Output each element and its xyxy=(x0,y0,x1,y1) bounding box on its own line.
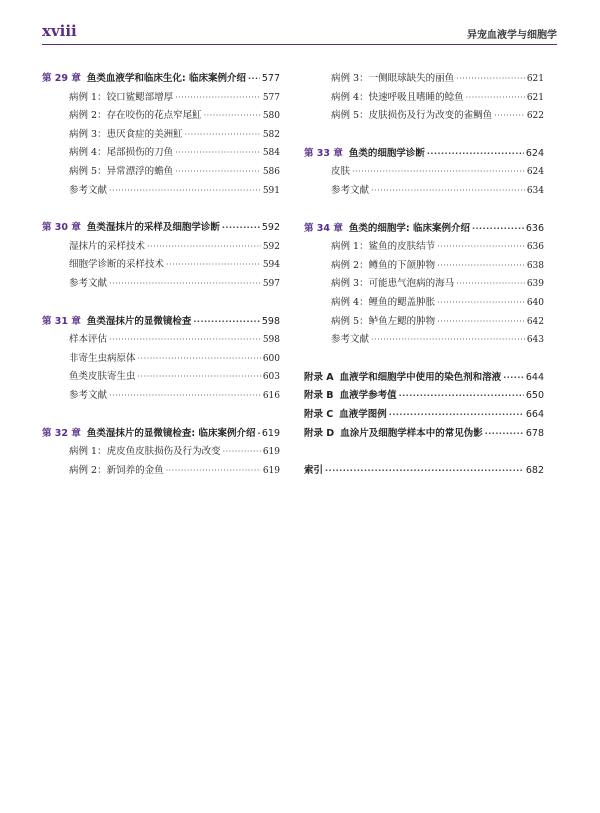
dot-leader xyxy=(109,275,261,294)
toc-page-number: 592 xyxy=(262,241,280,252)
toc-chapter-entry[interactable] xyxy=(304,425,544,444)
toc-page-number: 678 xyxy=(525,427,544,439)
chapter-number: 第 32 章 xyxy=(42,427,81,439)
toc-entry-title: 病例 5：异常漂浮的蟾鱼 xyxy=(69,165,174,177)
dot-leader xyxy=(472,220,524,239)
toc-chapter-entry[interactable] xyxy=(304,387,544,406)
toc-page-number: 624 xyxy=(525,147,544,159)
dot-leader xyxy=(257,425,259,444)
toc-page-number: 603 xyxy=(262,372,280,383)
toc-entry-title: 病例 5：鲈鱼左鳃的肿物 xyxy=(331,315,436,327)
toc-entry-title: 病例 1：铰口鲨鳃部增厚 xyxy=(69,91,174,103)
toc-item-entry[interactable] xyxy=(304,294,544,313)
toc-entry-title: 索引 xyxy=(304,465,324,477)
dot-leader xyxy=(223,443,261,462)
toc-page-number: 644 xyxy=(525,371,544,383)
section-gap xyxy=(304,350,544,369)
toc-page-number: 636 xyxy=(525,222,544,234)
toc-item-entry[interactable] xyxy=(304,257,544,276)
page-number: xviii xyxy=(42,22,77,40)
toc-item-entry[interactable] xyxy=(42,107,280,126)
toc-item-entry[interactable] xyxy=(304,313,544,332)
toc-entry-title: 鱼类的细胞学诊断 xyxy=(348,147,425,159)
dot-leader xyxy=(437,238,525,257)
toc-page-number: 682 xyxy=(525,465,544,477)
dot-leader xyxy=(325,462,524,481)
toc-entry-title: 鱼类湿抹片的显微镜检查: 临床案例介绍 xyxy=(86,427,256,439)
chapter-number: 附录 D xyxy=(304,427,335,439)
chapter-number: 附录 C xyxy=(304,408,334,420)
toc-entry-title: 参考文献 xyxy=(331,334,370,346)
toc-page-number: 639 xyxy=(526,279,544,290)
toc-chapter-entry[interactable] xyxy=(304,220,544,239)
toc-page-number: 664 xyxy=(525,408,544,420)
dot-leader xyxy=(175,163,261,182)
toc-item-entry[interactable] xyxy=(42,163,280,182)
toc-entry-title: 细胞学诊断的采样技术 xyxy=(69,259,165,271)
dot-leader xyxy=(138,368,261,387)
toc-entry-title: 病例 3：可能患气泡病的海马 xyxy=(331,278,455,290)
toc-page-number: 621 xyxy=(526,74,544,84)
chapter-number: 第 34 章 xyxy=(304,222,343,234)
dot-leader xyxy=(138,350,261,369)
toc-item-entry[interactable] xyxy=(42,350,280,369)
toc-entry-title: 参考文献 xyxy=(69,184,108,196)
toc-page-number: 640 xyxy=(526,297,544,308)
toc-page-number: 577 xyxy=(261,73,280,84)
toc-item-entry[interactable] xyxy=(304,331,544,350)
toc-page-number: 624 xyxy=(526,167,544,178)
toc-entry-title: 病例 1：鲨鱼的皮肤结节 xyxy=(331,241,436,253)
toc-entry-title: 病例 4：鲤鱼的鳃盖肿胀 xyxy=(331,296,436,308)
toc-entry-title: 血液学和细胞学中使用的染色剂和溶液 xyxy=(339,371,502,383)
toc-item-entry[interactable] xyxy=(304,238,544,257)
chapter-number: 第 33 章 xyxy=(304,147,343,159)
toc-page-number: 586 xyxy=(262,166,280,177)
toc-entry-title: 参考文献 xyxy=(331,184,370,196)
section-gap xyxy=(42,200,280,219)
toc-entry-title: 参考文献 xyxy=(69,277,108,289)
toc-entry-title: 病例 4：快速呼吸且嗜睡的鲶鱼 xyxy=(331,91,464,103)
toc-left-column xyxy=(42,70,280,480)
dot-leader xyxy=(485,425,524,444)
toc-entry-title: 病例 5：皮肤损伤及行为改变的雀鲷鱼 xyxy=(331,110,493,122)
toc-item-entry[interactable] xyxy=(42,89,280,108)
chapter-number: 第 30 章 xyxy=(42,222,81,234)
toc-item-entry[interactable] xyxy=(42,275,280,294)
chapter-number: 附录 B xyxy=(304,390,334,402)
dot-leader xyxy=(389,406,524,425)
dot-leader xyxy=(456,70,525,89)
toc-item-entry[interactable] xyxy=(304,275,544,294)
toc-chapter-entry[interactable] xyxy=(42,219,280,238)
section-gap xyxy=(304,443,544,462)
header-rule xyxy=(42,44,557,45)
dot-leader xyxy=(175,144,261,163)
toc-item-entry[interactable] xyxy=(42,144,280,163)
toc-page-number: 600 xyxy=(262,353,280,364)
toc-page-number: 594 xyxy=(262,260,280,271)
toc-entry-title: 参考文献 xyxy=(69,389,108,401)
toc-page-number: 636 xyxy=(526,242,544,253)
dot-leader xyxy=(503,369,524,388)
toc-chapter-entry[interactable] xyxy=(42,70,280,89)
dot-leader xyxy=(437,313,525,332)
dot-leader xyxy=(371,182,525,201)
toc-page-number: 619 xyxy=(261,427,280,439)
toc-entry-title: 病例 1：虎皮鱼皮肤损伤及行为改变 xyxy=(69,446,221,458)
dot-leader xyxy=(352,163,525,182)
toc-item-entry[interactable] xyxy=(304,107,544,126)
dot-leader xyxy=(371,331,525,350)
toc-item-entry[interactable] xyxy=(304,182,544,201)
dot-leader xyxy=(147,238,261,257)
toc-page-number: 642 xyxy=(526,316,544,327)
toc-item-entry[interactable] xyxy=(304,70,544,89)
toc-chapter-entry[interactable] xyxy=(304,462,544,481)
section-gap xyxy=(304,126,544,145)
toc-entry-title: 病例 2：鳟鱼的下颌肿物 xyxy=(331,259,436,271)
dot-leader xyxy=(175,89,261,108)
toc-entry-title: 鱼类血液学和临床生化: 临床案例介绍 xyxy=(86,73,246,84)
dot-leader xyxy=(109,331,261,350)
chapter-number: 第 29 章 xyxy=(42,73,81,84)
dot-leader xyxy=(204,107,261,126)
toc-chapter-entry[interactable] xyxy=(304,145,544,164)
section-gap xyxy=(42,294,280,313)
toc-entry-title: 病例 4：尾部损伤的刀鱼 xyxy=(69,147,174,159)
toc-page-number: 597 xyxy=(262,278,280,289)
toc-page-number: 634 xyxy=(526,185,544,196)
dot-leader xyxy=(466,89,525,108)
dot-leader xyxy=(437,257,525,276)
toc-page-number: 582 xyxy=(262,129,280,140)
toc-item-entry[interactable] xyxy=(42,443,280,462)
dot-leader xyxy=(456,275,525,294)
chapter-number: 第 31 章 xyxy=(42,315,81,327)
dot-leader xyxy=(399,387,524,406)
toc-entry-title: 病例 3：一侧眼球缺失的丽鱼 xyxy=(331,73,455,84)
toc-page-number: 643 xyxy=(526,335,544,346)
toc-item-entry[interactable] xyxy=(304,89,544,108)
page-header xyxy=(42,22,557,42)
dot-leader xyxy=(494,107,525,126)
toc-page-number: 621 xyxy=(526,92,544,103)
toc-page-number: 591 xyxy=(262,185,280,196)
dot-leader xyxy=(185,126,261,145)
toc-entry-title: 非寄生虫病原体 xyxy=(69,352,136,364)
toc-entry-title: 鱼类湿抹片的显微镜检查 xyxy=(86,315,192,327)
toc-item-entry[interactable] xyxy=(42,368,280,387)
toc-page-number: 580 xyxy=(262,111,280,122)
dot-leader xyxy=(109,387,261,406)
toc-page-number: 592 xyxy=(261,222,280,234)
toc-chapter-entry[interactable] xyxy=(42,313,280,332)
toc-entry-title: 病例 3：患厌食症的美洲魟 xyxy=(69,128,183,140)
toc-entry-title: 病例 2：存在咬伤的花点窄尾魟 xyxy=(69,110,202,122)
dot-leader xyxy=(193,313,260,332)
running-title: 异宠血液学与细胞学 xyxy=(467,30,557,41)
toc-entry-title: 湿抹片的采样技术 xyxy=(69,240,146,252)
toc-chapter-entry[interactable] xyxy=(304,369,544,388)
section-gap xyxy=(42,406,280,425)
toc-item-entry[interactable] xyxy=(42,182,280,201)
toc-page-number: 598 xyxy=(262,335,280,346)
dot-leader xyxy=(109,182,261,201)
toc-entry-title: 鱼类湿抹片的采样及细胞学诊断 xyxy=(86,222,220,234)
section-gap xyxy=(304,201,544,220)
dot-leader xyxy=(166,462,261,481)
toc-page-number: 650 xyxy=(525,390,544,402)
dot-leader xyxy=(437,294,525,313)
toc-item-entry[interactable] xyxy=(42,126,280,145)
toc-entry-title: 皮肤 xyxy=(331,166,351,178)
toc-page-number: 598 xyxy=(261,315,280,327)
toc-page-number: 619 xyxy=(262,447,280,458)
toc-item-entry[interactable] xyxy=(42,256,280,275)
toc-item-entry[interactable] xyxy=(42,387,280,406)
toc-item-entry[interactable] xyxy=(304,163,544,182)
toc-page-number: 616 xyxy=(262,390,280,401)
toc-page-number: 619 xyxy=(262,465,280,476)
toc-item-entry[interactable] xyxy=(42,462,280,481)
toc-entry-title: 样本评估 xyxy=(69,334,108,346)
toc-entry-title: 血液学参考值 xyxy=(339,390,397,402)
dot-leader xyxy=(222,219,260,238)
toc-entry-title: 鱼类的细胞学: 临床案例介绍 xyxy=(348,222,470,234)
toc-page-number: 638 xyxy=(526,260,544,271)
chapter-number: 附录 A xyxy=(304,371,334,383)
toc-page-number: 622 xyxy=(526,111,544,122)
toc-entry-title: 血液学图例 xyxy=(339,408,387,420)
dot-leader xyxy=(248,70,260,89)
toc-page-number: 584 xyxy=(262,148,280,159)
toc-item-entry[interactable] xyxy=(42,238,280,257)
toc-entry-title: 病例 2：新饲养的金鱼 xyxy=(69,464,164,476)
toc-right-column xyxy=(304,70,544,481)
toc-chapter-entry[interactable] xyxy=(42,425,280,444)
toc-item-entry[interactable] xyxy=(42,331,280,350)
toc-chapter-entry[interactable] xyxy=(304,406,544,425)
toc-entry-title: 血涂片及细胞学样本中的常见伪影 xyxy=(340,427,483,439)
dot-leader xyxy=(427,145,524,164)
toc-page-number: 577 xyxy=(262,92,280,103)
dot-leader xyxy=(166,256,261,275)
toc-entry-title: 鱼类皮肤寄生虫 xyxy=(69,371,136,383)
